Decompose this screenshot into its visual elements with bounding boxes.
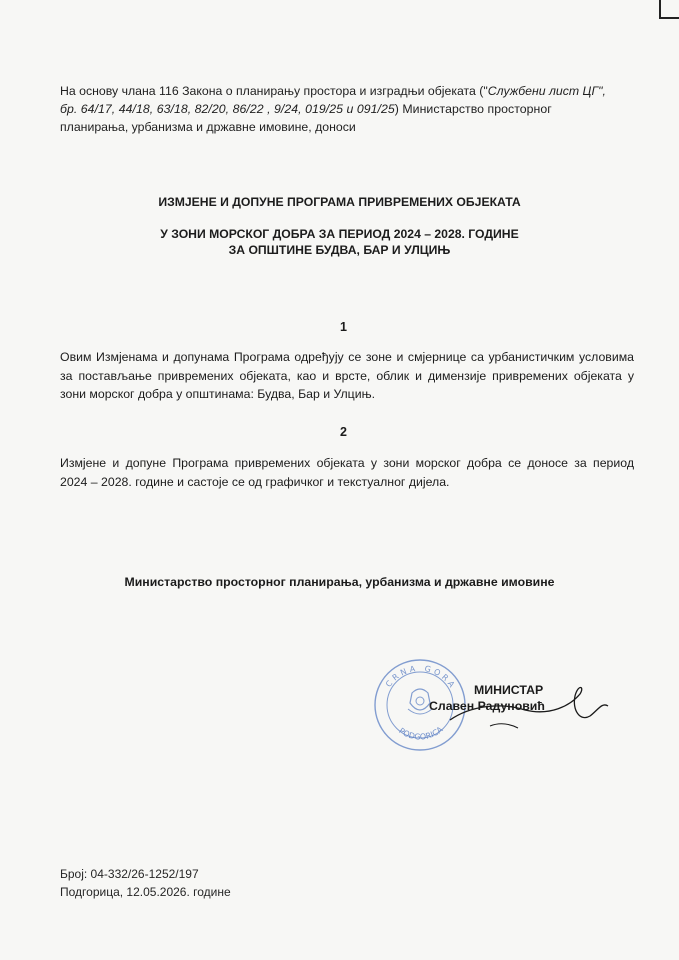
- section-number-2: 2: [340, 425, 347, 439]
- section-1-line: зони морског добра у општинама: Будва, Бар и Улцињ.: [60, 387, 376, 401]
- section-text-1: [60, 348, 634, 404]
- preamble-line-2: бр. 64/17, 44/18, 63/18, 82/20, 86/22 , 9/24, 019/25 и 091/25) Министарство просторног: [60, 102, 552, 116]
- place-and-date: Подгорица, 12.05.2026. године: [60, 885, 231, 899]
- section-2-line: Измјене и допуне Програма привремених објеката у зони морског добра се доносе за период: [60, 456, 634, 470]
- stamp-city: PODGORICA: [397, 724, 445, 742]
- document-footer: [60, 865, 231, 901]
- document-title-line-3: ЗА ОПШТИНЕ БУДВА, БАР И УЛЦИЊ: [228, 243, 451, 257]
- reference-number: Број: 04-332/26-1252/197: [60, 867, 199, 881]
- document-title-line-2: У ЗОНИ МОРСКОГ ДОБРА ЗА ПЕРИОД 2024 – 2028. ГОДИНЕ: [160, 227, 519, 241]
- preamble: [60, 82, 634, 136]
- section-text-2: [60, 454, 634, 491]
- signatory-name: Славен Радуновић: [429, 699, 545, 713]
- section-1-line: Овим Измјенама и допунама Програма одређују се зоне и смјернице са урбанистичким условима: [60, 350, 634, 364]
- stamp-text: CRNA GORA: [383, 663, 458, 692]
- preamble-line-3: планирања, урбанизма и државне имовине, доноси: [60, 120, 356, 134]
- signatory-title: МИНИСТАР: [474, 683, 544, 697]
- section-1-line: за постављање привремених објеката, као и врсте, облик и димензије привремених објеката у: [60, 368, 634, 383]
- issuing-ministry: Министарство просторног планирања, урбанизма и државне имовине: [124, 575, 555, 589]
- gazette-numbers: бр. 64/17, 44/18, 63/18, 82/20, 86/22 , 9/24, 019/25 и 091/25: [60, 102, 395, 116]
- document-title-line-1: ИЗМЈЕНЕ И ДОПУНЕ ПРОГРАМА ПРИВРЕМЕНИХ ОБЈЕКАТА: [158, 195, 521, 209]
- section-2-line: 2024 – 2028. године и састоје се од графичког и текстуалног дијела.: [60, 474, 450, 489]
- gazette-name: Службени лист ЦГ",: [487, 84, 606, 98]
- preamble-line-1: На основу члана 116 Закона о планирању простора и изградњи објеката ("Службени лист ЦГ",: [60, 84, 606, 98]
- section-number-1: 1: [340, 320, 347, 334]
- corner-mark: [658, 0, 679, 20]
